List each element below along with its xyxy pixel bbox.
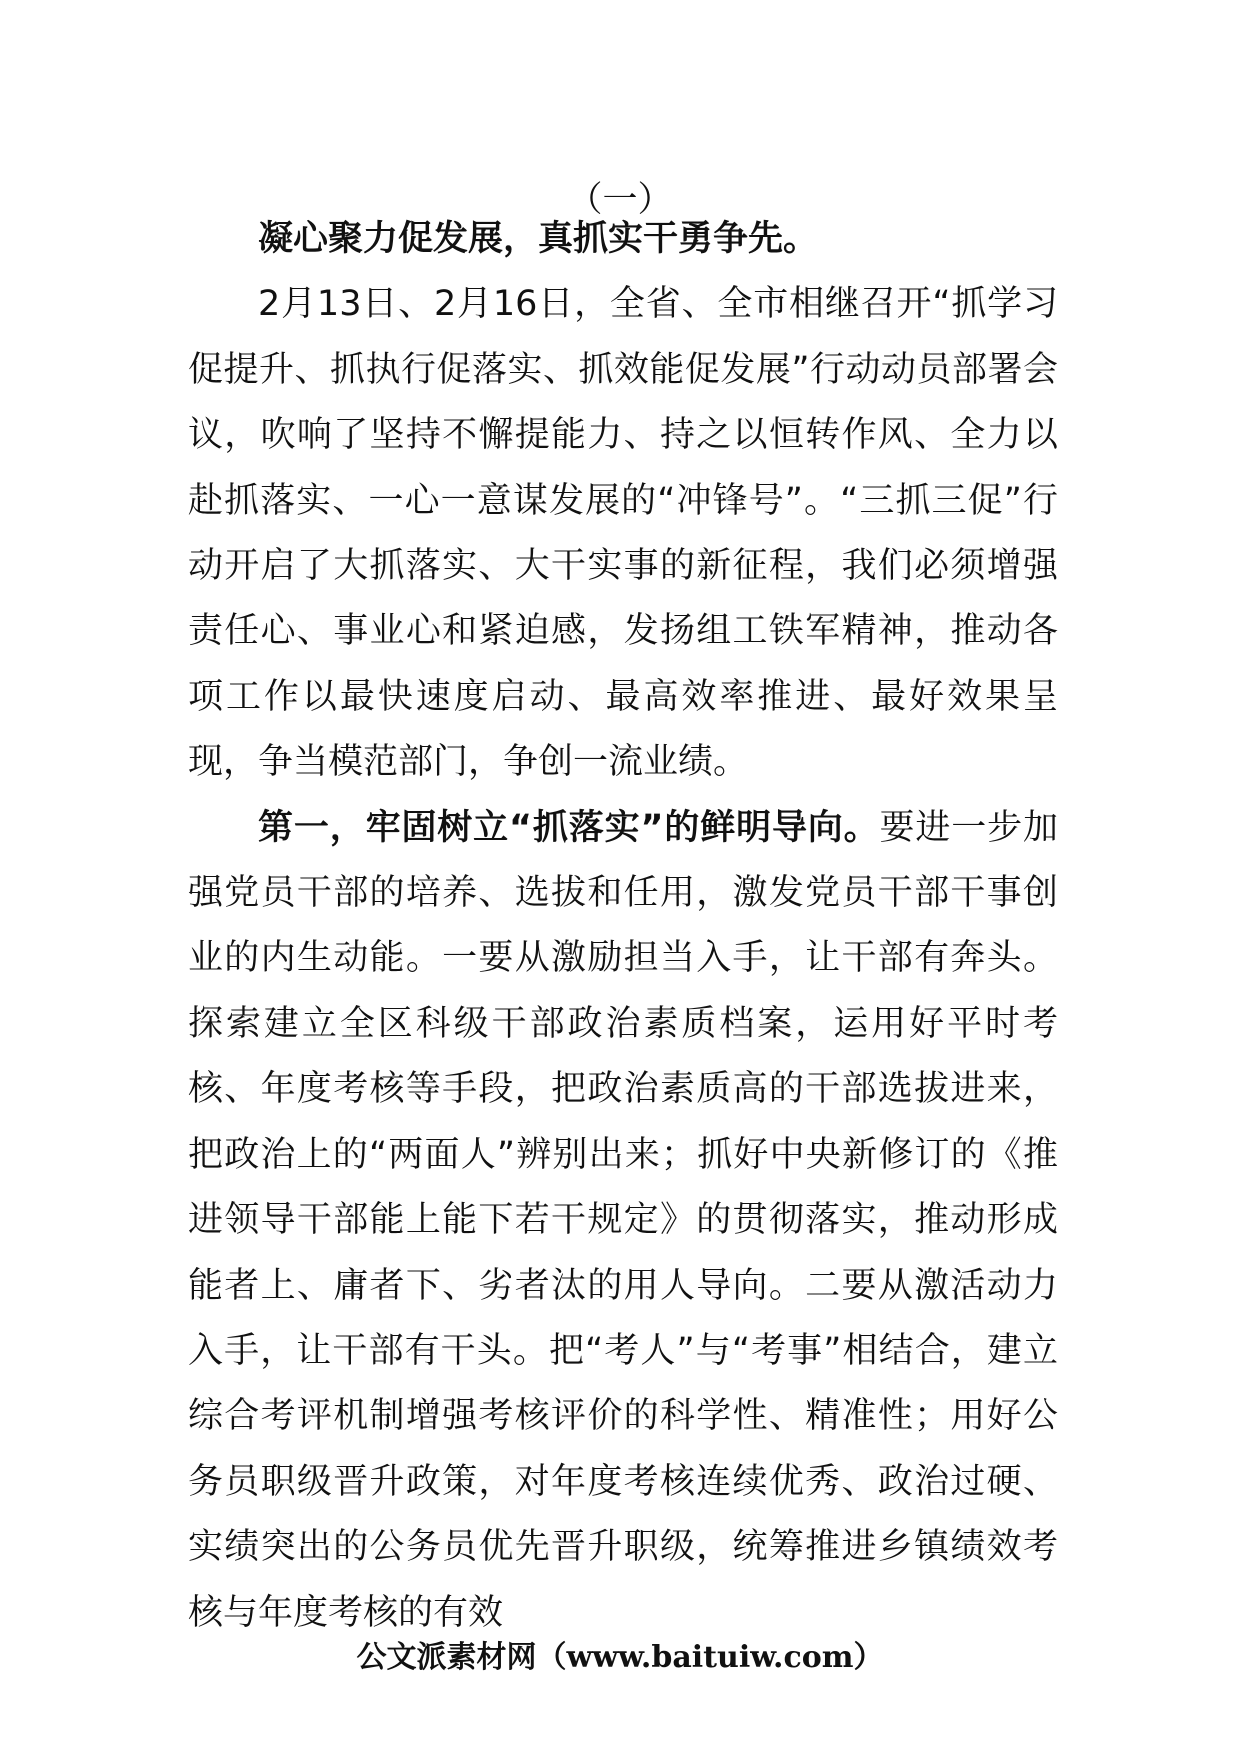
paragraph-2 [188,796,1058,1646]
footer-site-name: 公文派素材网 [356,1640,537,1675]
footer-url: （www.baituiw.com） [536,1640,884,1675]
section-subtitle: 凝心聚力促发展，真抓实干勇争先。 [258,219,819,259]
paragraph-1: 2月13日、2月16日，全省、全市相继召开“抓学习促提升、抓执行促落实、抓效能促发展”行动动员部署会议，吹响了坚持不懈提能力、持之以恒转作风、全力以赴抓落实、一心一意谋发展的“冲锋号”。“三抓三促”行动开启了大抓落实、大干实事的新征程，我们必须增强责任心、事业心和紧迫感，发扬组工铁军精神，推动各项工作以最快速度启动、最高效率推进、最好效果呈现，争当模范部门，争创一流业绩。 [188,284,1058,783]
section-heading: （一） [567,180,673,220]
paragraph-2-lead: 第一，牢固树立“抓落实”的鲜明导向。 [258,807,880,848]
document-body [188,207,1058,1646]
footer-watermark [0,1633,1240,1683]
paragraph-2-body: 要进一步加强党员干部的培养、选拔和任用，激发党员干部干事创业的内生动能。一要从激励担当入手，让干部有奔头。探索建立全区科级干部政治素质档案，运用好平时考核、年度考核等手段，把政治素质高的干部选拔进来，把政治上的“两面人”辨别出来；抓好中央新修订的《推进领导干部能上能下若干规定》的贯彻落实，推动形成能者上、庸者下、劣者汰的用人导向。二要从激活动力入手，让干部有干头。把“考人”与“考事”相结合，建立综合考评机制增强考核评价的科学性、精准性；用好公务员职级晋升政策，对年度考核连续优秀、政治过硬、实绩突出的公务员优先晋升职级，统筹推进乡镇绩效考核与年度考核的有效 [188,807,1058,1633]
